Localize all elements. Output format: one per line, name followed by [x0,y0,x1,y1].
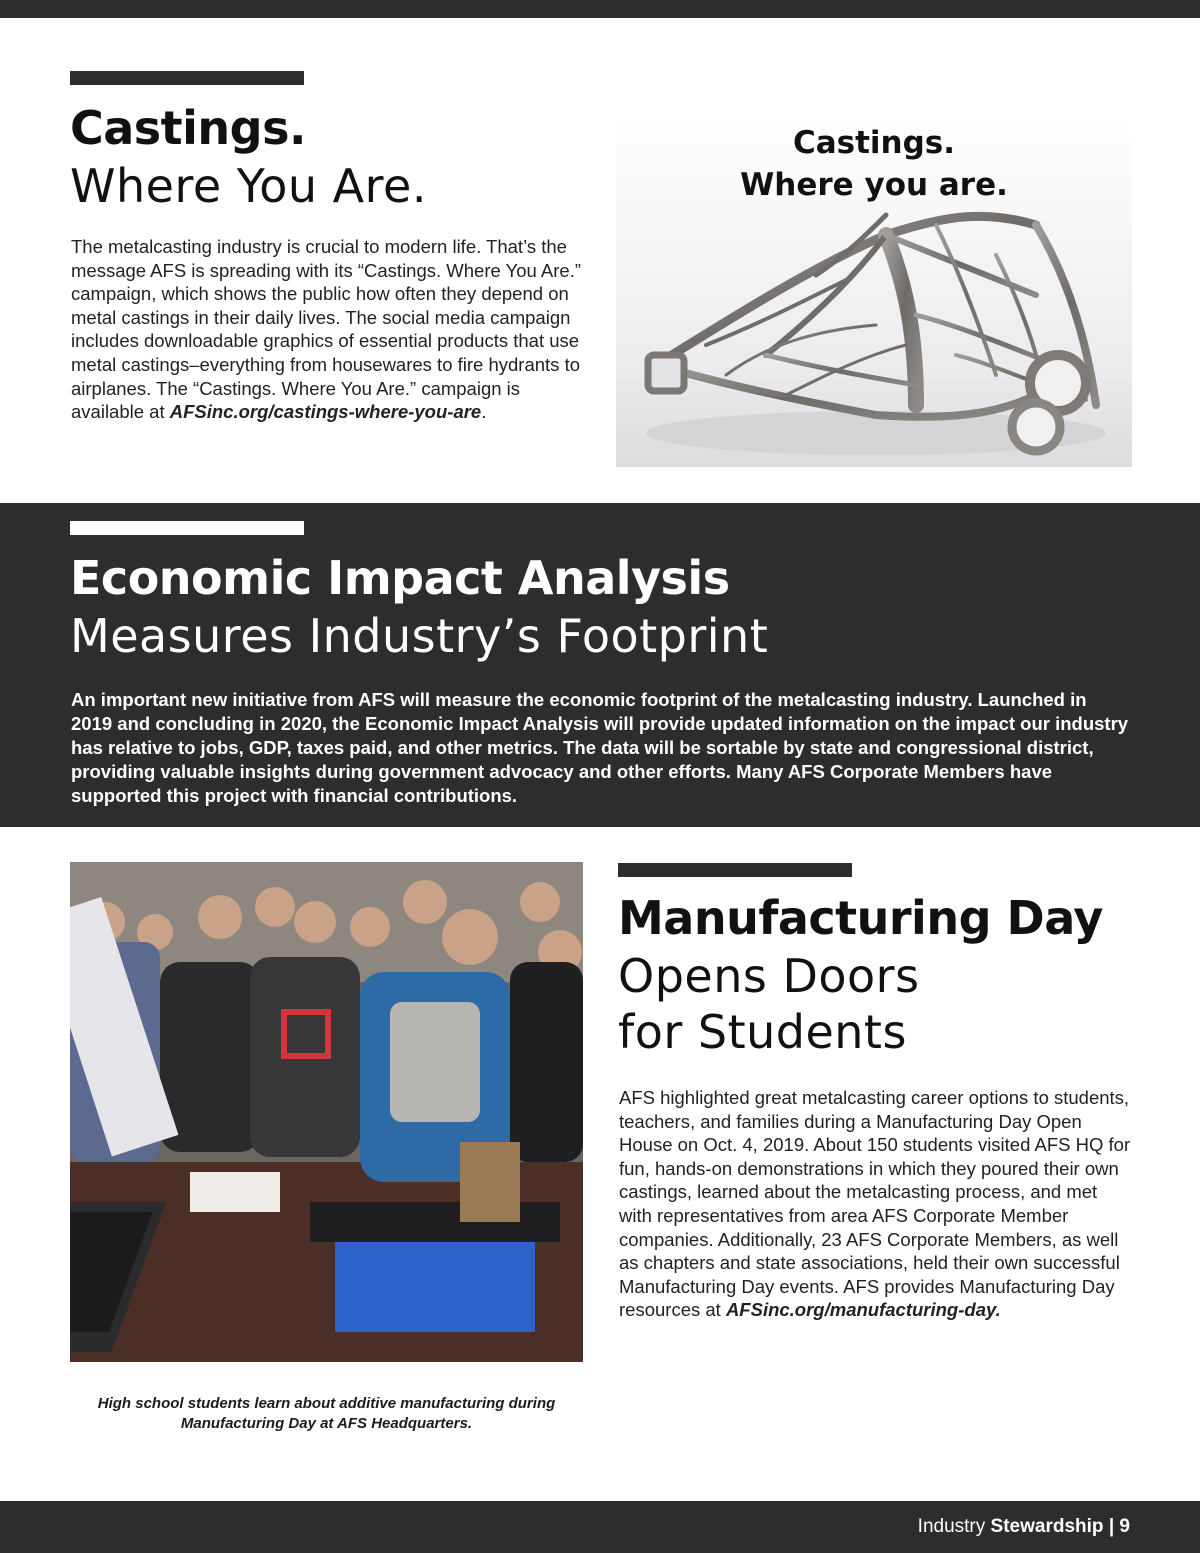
castings-body-end: . [481,401,487,423]
footer-section-bold: Stewardship [990,1516,1104,1537]
mfgday-link[interactable]: AFSinc.org/manufacturing-day. [725,1299,1001,1321]
students-photo [70,862,583,1362]
section-rule [70,71,304,85]
mfgday-body-text: AFS highlighted great metalcasting career options to students, teachers, and families during a Manufacturing Day Open House on Oct. 4, 2019. About 150 students visited AFS HQ for fun, hands-on demonstrations in which they poured their own castings, learned about the metalcasting process, and met with representatives from area AFS Corporate Member companies. Additionally, 23 AFS Corporate Members, as well as chapters and state associations, held their own successful Manufacturing Day events. AFS provides Manufacturing Day resources at [619,1087,1131,1321]
footer-bar [0,1501,1200,1553]
section-rule [618,863,852,877]
castings-link[interactable]: AFSinc.org/castings-where-you-are [169,401,482,423]
footer-label [918,1515,1130,1539]
figure-caption-line2: Where you are. [740,167,1008,203]
economic-subtitle: Measures Industry’s Footprint [70,609,769,663]
section-rule [70,521,304,535]
mfgday-title: Manufacturing Day [618,891,1103,945]
economic-title: Economic Impact Analysis [70,551,730,605]
footer-separator: | [1108,1516,1115,1537]
castings-body [71,235,586,424]
figure-caption-line1: Castings. [792,125,956,161]
mfgday-subtitle-line2: for Students [618,1005,907,1059]
mfgday-body [619,1086,1134,1322]
castings-title: Castings. [70,101,306,155]
footer-section-light: Industry [917,1516,986,1537]
castings-subtitle: Where You Are. [70,159,427,213]
mfgday-subtitle-line1: Opens Doors [618,949,920,1003]
top-bar [0,0,1200,18]
economic-body: An important new initiative from AFS will measure the economic footprint of the metalcasting industry. Launched in 2019 and concluding in 2020, the Economic Impact Analysis will provide updated information on the impact our industry has relative to jobs, GDP, taxes paid, and other metrics. The data will be sortable by state and congressional district, providing valuable insights during government advocacy and other efforts. Many AFS Corporate Members have supported this project with financial contributions. [71,689,1129,806]
photo-caption: High school students learn about additive manufacturing during Manufacturing Day at AFS Headquarters. [97,1395,556,1432]
page-number: 9 [1119,1516,1130,1537]
castings-body-text: The metalcasting industry is crucial to modern life. That’s the message AFS is spreading with its “Castings. Where You Are.” campaign, which shows the public how often they depend on metal castings in their daily lives. The social media campaign includes downloadable graphics of essential products that use metal castings–everything from housewares to fire hydrants to airplanes. The “Castings. Where You Are.” campaign is available at [71,236,582,423]
